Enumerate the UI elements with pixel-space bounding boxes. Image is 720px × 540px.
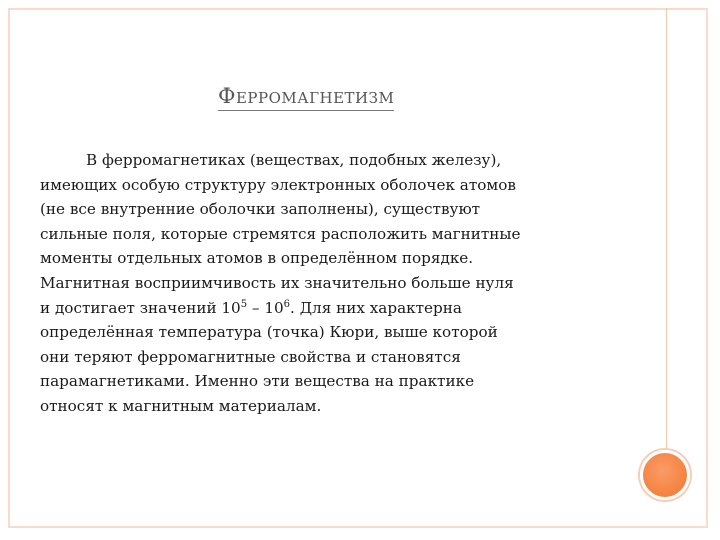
body-line: моменты отдельных атомов в определённом порядке. [40,249,474,268]
body-paragraph [40,148,620,419]
text-before: и достигает значений 10 [40,298,241,317]
body-line: Магнитная восприимчивость их значительно больше нуля [40,273,514,292]
body-line: парамагнетиками. Именно эти вещества на практике [40,372,475,391]
exponent-6: 6 [283,298,291,310]
text-mid: – 10 [247,298,284,317]
title-rest: ЕРРОМАГНЕТИЗМ [235,89,395,107]
slide-title [218,84,394,111]
body-line: определённая температура (точка) Кюри, выше которой [40,323,498,342]
body-line: (не все внутренние оболочки заполнены), существуют [40,200,481,219]
title-initial: Ф [218,84,236,108]
body-line: сильные поля, которые стремятся расположить магнитные [40,224,521,243]
decorative-circle-icon [640,450,690,500]
body-line-values [40,296,620,321]
body-line: относят к магнитным материалам. [40,396,322,415]
text-after: . Для них характерна [290,298,462,317]
body-line: они теряют ферромагнитные свойства и становятся [40,347,461,366]
body-line: имеющих особую структуру электронных оболочек атомов [40,175,516,194]
body-line: В ферромагнетиках (веществах, подобных железу), [86,151,502,169]
decorative-vertical-line [666,8,667,448]
exponent-5: 5 [240,298,248,310]
